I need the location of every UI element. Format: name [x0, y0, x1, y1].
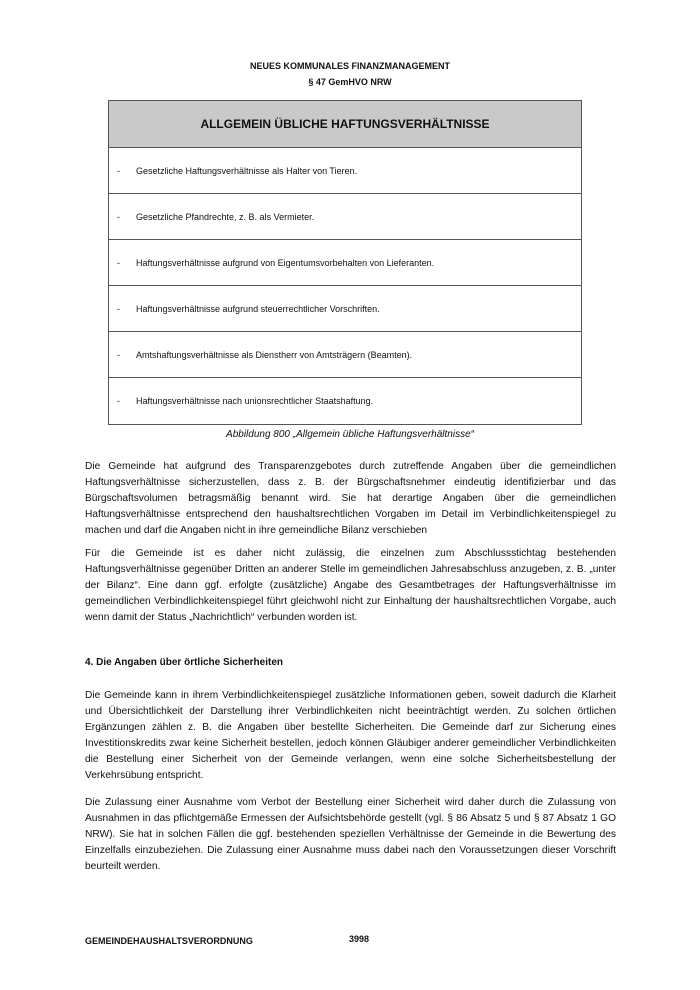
row-text: Gesetzliche Pfandrechte, z. B. als Vermieter. — [136, 211, 315, 222]
paragraph-exception-approval: Die Zulassung einer Ausnahme vom Verbot der Bestellung einer Sicherheit wird daher durch die Zulassung von Ausnahmen in das pflichtgemäße Ermessen der Aufsichtsbehörde gestellt (vgl. § 86 Absatz 5 und § 87 Absatz 1 GO NRW). Sie hat in solchen Fällen die ggf. bestehenden speziellen Verhältnisse der Gemeinde in die Bewertung des Einzelfalls einzubeziehen. Die Zulassung einer Ausnahme muss dabei nach den Voraussetzungen dieser Vorschrift beurteilt werden. — [85, 797, 616, 872]
paragraph-transparency: Die Gemeinde hat aufgrund des Transparenzgebotes durch zutreffende Angaben über die gemeindlichen Haftungsverhältnisse sicherzustellen, dass z. B. der Bürgschaftsnehmer eindeutig identifizierbar und das Bürgschaftsvolumen betragsmäßig benannt wird. Sie hat derartige Angaben über die gemeindlichen Haftungsverhältnisse entsprechend den haushaltsrechtlichen Vorgaben im Detail im Verbindlichkeitenspiegel zu machen und darf die Angaben nicht in ihre gemeindliche Bilanz verschieben — [85, 461, 616, 536]
table-row — [109, 194, 581, 240]
table-row — [109, 332, 581, 378]
row-text: Haftungsverhältnisse nach unionsrechtlicher Staatshaftung. — [136, 396, 374, 406]
paragraph-not-permitted: Für die Gemeinde ist es daher nicht zulässig, die einzelnen zum Abschlussstichtag bestehenden Haftungsverhältnisse gegenüber Dritten an anderer Stelle im gemeindlichen Jahresabschluss anzugeben, z. B. „unter der Bilanz“. Eine dann ggf. erfolgte (zusätzliche) Angabe des Gesamtbetrages der Haftungsverhältnisse im gemeindlichen Verbindlichkeitenspiegel führt gleichwohl nicht zur Einhaltung der haushaltsrechtlichen Vorgabe, auch wenn damit der Status „Nachrichtlich“ verbunden worden ist. — [85, 548, 616, 623]
table-row — [109, 148, 581, 194]
row-bullet: - — [117, 349, 120, 360]
row-text: Haftungsverhältnisse aufgrund steuerrechtlicher Vorschriften. — [136, 303, 380, 314]
section-heading: 4. Die Angaben über örtliche Sicherheiten — [85, 657, 284, 668]
paragraph-local-securities: Die Gemeinde kann in ihrem Verbindlichkeitenspiegel zusätzliche Informationen geben, soweit dadurch die Klarheit und Übersichtlichkeit der Darstellung ihrer Verbindlichkeiten nicht beeinträchtigt werden. Zu solchen örtlichen Ergänzungen zählen z. B. die Angaben über bestellte Sicherheiten. Die Gemeinde darf zur Sicherung eines Investitionskredits zwar keine Sicherheit bestellen, jedoch können Gläubiger anderer gemeindlicher Verbindlichkeiten die Bestellung einer Sicherheit von der Gemeinde verlangen, wenn eine solche Sicherheitsbestellung der Verkehrsübung entspricht. — [85, 690, 616, 781]
footer-document-name: GEMEINDEHAUSHALTSVERORDNUNG — [85, 936, 253, 946]
row-bullet: - — [117, 211, 120, 222]
figure-caption: Abbildung 800 „Allgemein übliche Haftungsverhältnisse“ — [226, 429, 474, 440]
row-bullet: - — [117, 165, 120, 176]
row-text: Gesetzliche Haftungsverhältnisse als Halter von Tieren. — [136, 165, 358, 176]
table-row — [109, 378, 581, 424]
row-text: Haftungsverhältnisse aufgrund von Eigentumsvorbehalten von Lieferanten. — [136, 257, 435, 268]
liability-table-title: ALLGEMEIN ÜBLICHE HAFTUNGSVERHÄLTNISSE — [109, 101, 581, 148]
row-bullet: - — [117, 257, 120, 268]
row-bullet: - — [117, 396, 120, 406]
row-text: Amtshaftungsverhältnisse als Dienstherr von Amtsträgern (Beamten). — [136, 349, 413, 360]
row-bullet: - — [117, 303, 120, 314]
liability-table — [108, 100, 582, 425]
document-header-title: NEUES KOMMUNALES FINANZMANAGEMENT — [250, 61, 450, 71]
document-header-section: § 47 GemHVO NRW — [308, 77, 392, 87]
table-row — [109, 286, 581, 332]
page-number: 3998 — [349, 934, 370, 944]
table-row — [109, 240, 581, 286]
